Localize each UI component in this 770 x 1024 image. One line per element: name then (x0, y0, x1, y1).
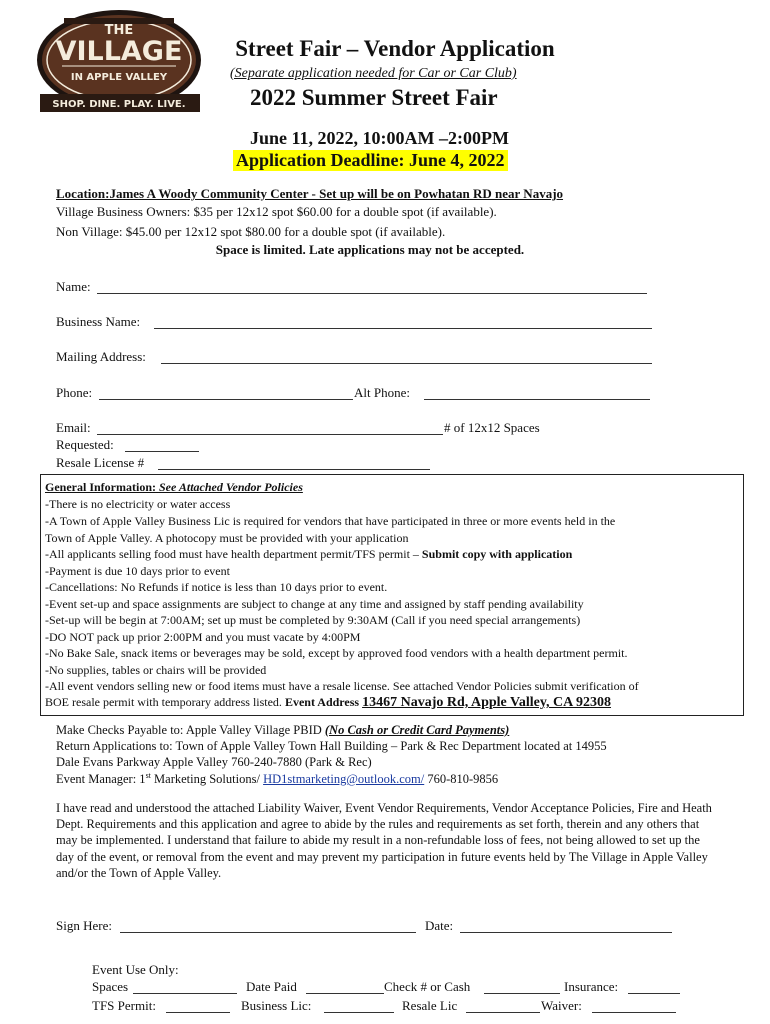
location-line: Location:James A Woody Community Center - Set up will be on Powhatan RD near Navajo (56, 186, 564, 201)
page-subtitle: (Separate application needed for Car or Car Club) (230, 66, 517, 81)
office-check-label: Check # or Cash (384, 979, 471, 994)
spaces-label: # of 12x12 Spaces (444, 420, 540, 435)
info-item: -Cancellations: No Refunds if notice is less than 10 days prior to event. (45, 580, 388, 594)
office-insurance-label: Insurance: (564, 979, 619, 994)
logo-line3: IN APPLE VALLEY (70, 72, 168, 83)
mailing-address-label: Mailing Address: (56, 349, 146, 364)
general-info-heading: General Information: See Attached Vendor Policies (45, 480, 303, 494)
info-item: -DO NOT pack up prior 2:00PM and you must vacate by 4:00PM (45, 630, 361, 644)
mailing-address-field[interactable] (161, 363, 652, 364)
application-deadline: Application Deadline: June 4, 2022 (233, 150, 508, 171)
info-item: -There is no electricity or water access (45, 497, 231, 511)
info-item: -Set-up will be begin at 7:00AM; set up must be completed by 9:30AM (Call if you need special arrangements) (45, 613, 581, 627)
office-tfs-field[interactable] (166, 1012, 230, 1013)
checks-payable: Make Checks Payable to: Apple Valley Village PBID (No Cash or Credit Card Payments) (56, 723, 510, 737)
business-name-label: Business Name: (56, 314, 141, 329)
sign-here-label: Sign Here: (56, 918, 112, 933)
phone-label: Phone: (56, 385, 93, 400)
info-item: -Payment is due 10 days prior to event (45, 564, 230, 578)
return-line1: Return Applications to: Town of Apple Valley Town Hall Building – Park & Rec Department located at 14955 (56, 739, 607, 753)
return-line2: Dale Evans Parkway Apple Valley 760-240-7880 (Park & Rec) (56, 755, 372, 769)
info-item: -Event set-up and space assignments are subject to change at any time and assigned by staff pending availability (45, 597, 584, 611)
alt-phone-field[interactable] (424, 399, 650, 400)
village-logo (34, 8, 204, 118)
office-date-paid-field[interactable] (306, 993, 384, 994)
space-notice: Space is limited. Late applications may not be accepted. (215, 242, 525, 257)
info-item: -All applicants selling food must have health department permit/TFS permit – Submit copy with application (45, 547, 573, 561)
email-field[interactable] (97, 434, 443, 435)
logo-line2: VILLAGE (55, 36, 183, 67)
resale-field[interactable] (158, 469, 430, 470)
office-business-lic-label: Business Lic: (241, 998, 312, 1013)
office-tfs-label: TFS Permit: (92, 998, 156, 1013)
date-field[interactable] (460, 932, 672, 933)
alt-phone-label: Alt Phone: (354, 385, 410, 400)
office-check-field[interactable] (484, 993, 560, 994)
office-date-paid-label: Date Paid (246, 979, 297, 994)
info-item: -A Town of Apple Valley Business Lic is required for vendors that have participated in three or more events held in the (45, 514, 616, 528)
page-title: Street Fair – Vendor Application (235, 36, 555, 61)
name-field[interactable] (97, 293, 647, 294)
info-item: -All event vendors selling new or food items must have a resale license. See attached Vendor Policies submit verification of (45, 679, 639, 693)
info-item: -No supplies, tables or chairs will be provided (45, 663, 267, 677)
date-label: Date: (425, 918, 454, 933)
event-address: 13467 Navajo Rd, Apple Valley, CA 92308 (362, 695, 612, 710)
nonvillage-fee: Non Village: $45.00 per 12x12 spot $80.00 for a double spot (if available). (56, 224, 446, 239)
office-insurance-field[interactable] (628, 993, 680, 994)
manager-email-link[interactable]: HD1stmarketing@outlook.com/ (263, 772, 425, 787)
resale-label: Resale License # (56, 455, 145, 470)
village-logo-graphic (34, 8, 204, 118)
logo-line1: THE (104, 23, 134, 38)
office-waiver-field[interactable] (592, 1012, 676, 1013)
info-item: -No Bake Sale, snack items or beverages may be sold, except by approved food vendors with a health department permit. (45, 646, 628, 660)
requested-field[interactable] (125, 451, 199, 452)
general-info-box (40, 474, 744, 716)
office-spaces-label: Spaces (92, 979, 129, 994)
office-waiver-label: Waiver: (541, 998, 582, 1013)
office-business-lic-field[interactable] (324, 1012, 394, 1013)
business-name-field[interactable] (154, 328, 652, 329)
logo-tagline: SHOP. DINE. PLAY. LIVE. (52, 99, 186, 110)
info-item: Town of Apple Valley. A photocopy must be provided with your application (45, 531, 409, 545)
info-item: BOE resale permit with temporary address listed. Event Address 13467 Navajo Rd, Apple Valley, CA 92308 (45, 695, 612, 710)
office-resale-lic-field[interactable] (466, 1012, 540, 1013)
village-fee: Village Business Owners: $35 per 12x12 spot $60.00 for a double spot (if available). (56, 204, 497, 219)
name-label: Name: (56, 279, 91, 294)
event-title: 2022 Summer Street Fair (250, 85, 498, 110)
email-label: Email: (56, 420, 91, 435)
office-use-heading: Event Use Only: (92, 962, 179, 977)
event-datetime: June 11, 2022, 10:00AM –2:00PM (250, 128, 509, 148)
office-spaces-field[interactable] (133, 993, 237, 994)
office-resale-lic-label: Resale Lic (402, 998, 458, 1013)
event-manager: Event Manager: 1st Marketing Solutions/ HD1stmarketing@outlook.com/ 760-810-9856 (56, 771, 499, 787)
requested-label: Requested: (56, 437, 114, 452)
phone-field[interactable] (99, 399, 353, 400)
signature-field[interactable] (120, 932, 416, 933)
agreement-paragraph: I have read and understood the attached Liability Waiver, Event Vendor Requirements, Vendor Acceptance Policies, Fire and Heath Dept. Requirements and this application and agree to abide by the rules and requirements as set forth, therein and any others that may be implemented. I understand that failure to abide my result in a non-refundable loss of fees, not being allowed to set up the day of the event, or removal from the event and may prevent my participation in future events held by The Village in Apple Valley and/or the Town of Apple Valley. (56, 801, 712, 880)
